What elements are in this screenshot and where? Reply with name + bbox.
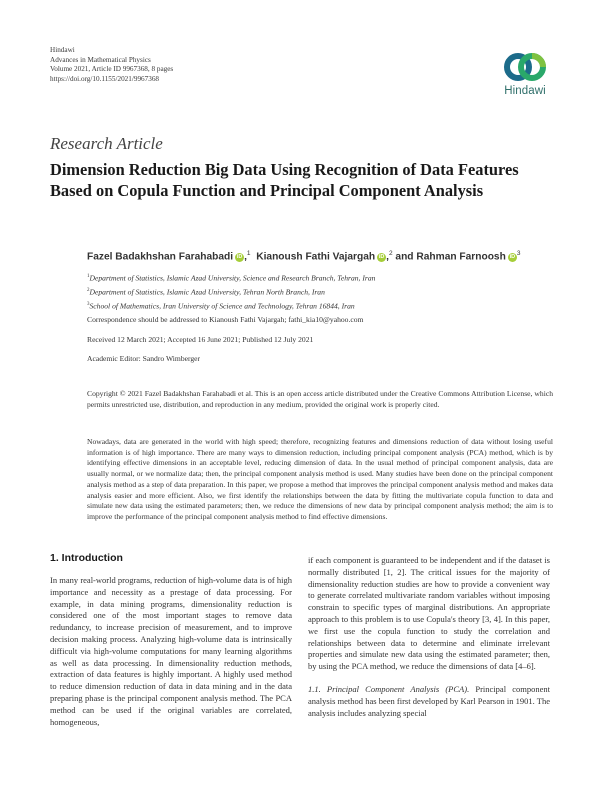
- body-paragraph: In many real-world programs, reduction of high-volume data is of high importance and necessity as a prestage of data processing. For example, in data mining programs, dimensionality reduction is considered one of the most important stages to remove data redundancy, to increase precision of measurement, and to improve decision making process. Analyzing high-volume data is intrinsically difficult via high-volume computations for many learning algorithms as well as data processing. In dimensionality reduction methods, extraction of data features is highly important. A highly used method to reduce dimension reduction of data in data mining and in the data preparing phase is the principal component analysis method. The PCA method can be used if the original variables are correlated, homogeneous,: [50, 575, 292, 727]
- author-affil-sup: 2: [388, 250, 393, 257]
- affiliation-text: Department of Statistics, Islamic Azad University, Science and Research Branch, Tehran, Iran: [89, 273, 376, 283]
- hindawi-logo-icon: [504, 50, 546, 84]
- abstract-text: Nowadays, data are generated in the world with high speed; therefore, recognizing features and dimensions reduction of data without losing useful information is of high importance. There are many ways to dimension reduction, including principal component analysis (PCA) method, which is by identifying effective dimensions in an acceptable level, reducing dimension of data. In the usual method of principal component analysis, data are usually normal, or we normalize data; then, the principal component analysis method is used. Many studies have been done on the principal component analysis method as a step of data preparation. In this paper, we propose a method that improves the principal component analysis method and makes data analysis easier and more efficient. Also, we first identify the relationships between the data by fitting the multivariate copula function to data and simulate new data using the estimated parameters; then, we reduce the dimensions of new data by principal component analysis method; the aim is to improve the performance of the principal component analysis method to find effective dimensions.: [87, 437, 553, 521]
- volume-line: Volume 2021, Article ID 9967368, 8 pages: [50, 65, 174, 74]
- affiliation-item: [87, 285, 375, 299]
- affiliation-item: [87, 271, 375, 285]
- affiliation-text: Department of Statistics, Islamic Azad University, Tehran North Branch, Iran: [89, 287, 325, 297]
- affiliation-item: [87, 299, 375, 313]
- copyright-notice: Copyright © 2021 Fazel Badakhshan Farahabadi et al. This is an open access article distributed under the Creative Commons Attribution License, which permits unrestricted use, distribution, and reproduction in any medium, provided the original work is properly cited.: [87, 389, 553, 409]
- correspondence-line: Correspondence should be addressed to Kianoush Fathi Vajargah; fathi_kia10@yahoo.com: [87, 315, 364, 324]
- author-separator: ,: [244, 251, 247, 263]
- article-type: Research Article: [50, 134, 163, 153]
- author-separator: ,: [386, 251, 389, 263]
- author-name: Rahman Farnoosh: [416, 251, 506, 263]
- author-name: Fazel Badakhshan Farahabadi: [87, 251, 234, 263]
- article-title: Dimension Reduction Big Data Using Recognition of Data Features Based on Copula Function and Principal Component Analysis: [50, 160, 519, 200]
- subsection-heading: 1.1. Principal Component Analysis (PCA).: [308, 683, 470, 694]
- body-column-left: [50, 575, 292, 728]
- body-column-right: [308, 555, 550, 719]
- affiliation-sup: 2: [87, 287, 90, 293]
- orcid-icon[interactable]: iD: [236, 254, 243, 261]
- author-name: Kianoush Fathi Vajargah: [256, 251, 376, 263]
- affiliation-sup: 3: [87, 301, 90, 307]
- subsection-paragraph: [308, 684, 550, 719]
- journal-name: Advances in Mathematical Physics: [50, 55, 151, 64]
- author-conjunction: and: [395, 251, 414, 263]
- hindawi-logo: [497, 50, 553, 97]
- body-paragraph: if each component is guaranteed to be independent and if the dataset is normally distributed [1, 2]. The critical issues for the majority of dimensionality reduction studies are how to provide a convenient way to generate correlated multivariate random variables without imposing constrain to specific types of marginal distributions. An appropriate approach to this problem is to use Copula's theory [3, 4]. In this paper, we first use the copula function to study the correlation and relationships between data to determine and eliminate irrelevant properties and simulate new data using the estimated parameter; then, by using the PCA method, we reduce the dimensions of data [4–6].: [308, 555, 550, 672]
- author-affil-sup: 3: [516, 250, 521, 257]
- academic-editor-line: Academic Editor: Sandro Wimberger: [87, 354, 201, 363]
- subsection-text: Principal component analysis method has been first developed by Karl Pearson in 1901. The analysis includes analyzing special: [308, 683, 550, 718]
- author-affil-sup: 1: [246, 250, 251, 257]
- journal-info: [50, 46, 173, 84]
- dates-line: Received 12 March 2021; Accepted 16 June 2021; Published 12 July 2021: [87, 335, 314, 344]
- affiliation-list: [87, 271, 375, 312]
- orcid-icon[interactable]: iD: [509, 254, 516, 261]
- affiliation-text: School of Mathematics, Iran University of Science and Technology, Tehran 16844, Iran: [89, 301, 355, 311]
- logo-text: Hindawi: [504, 85, 546, 97]
- publisher-name: Hindawi: [50, 46, 75, 54]
- section-heading: 1. Introduction: [50, 552, 123, 564]
- doi-link[interactable]: https://doi.org/10.1155/2021/9967368: [50, 74, 160, 83]
- affiliation-sup: 1: [87, 274, 90, 279]
- author-list: [87, 250, 557, 262]
- orcid-icon[interactable]: iD: [378, 254, 385, 261]
